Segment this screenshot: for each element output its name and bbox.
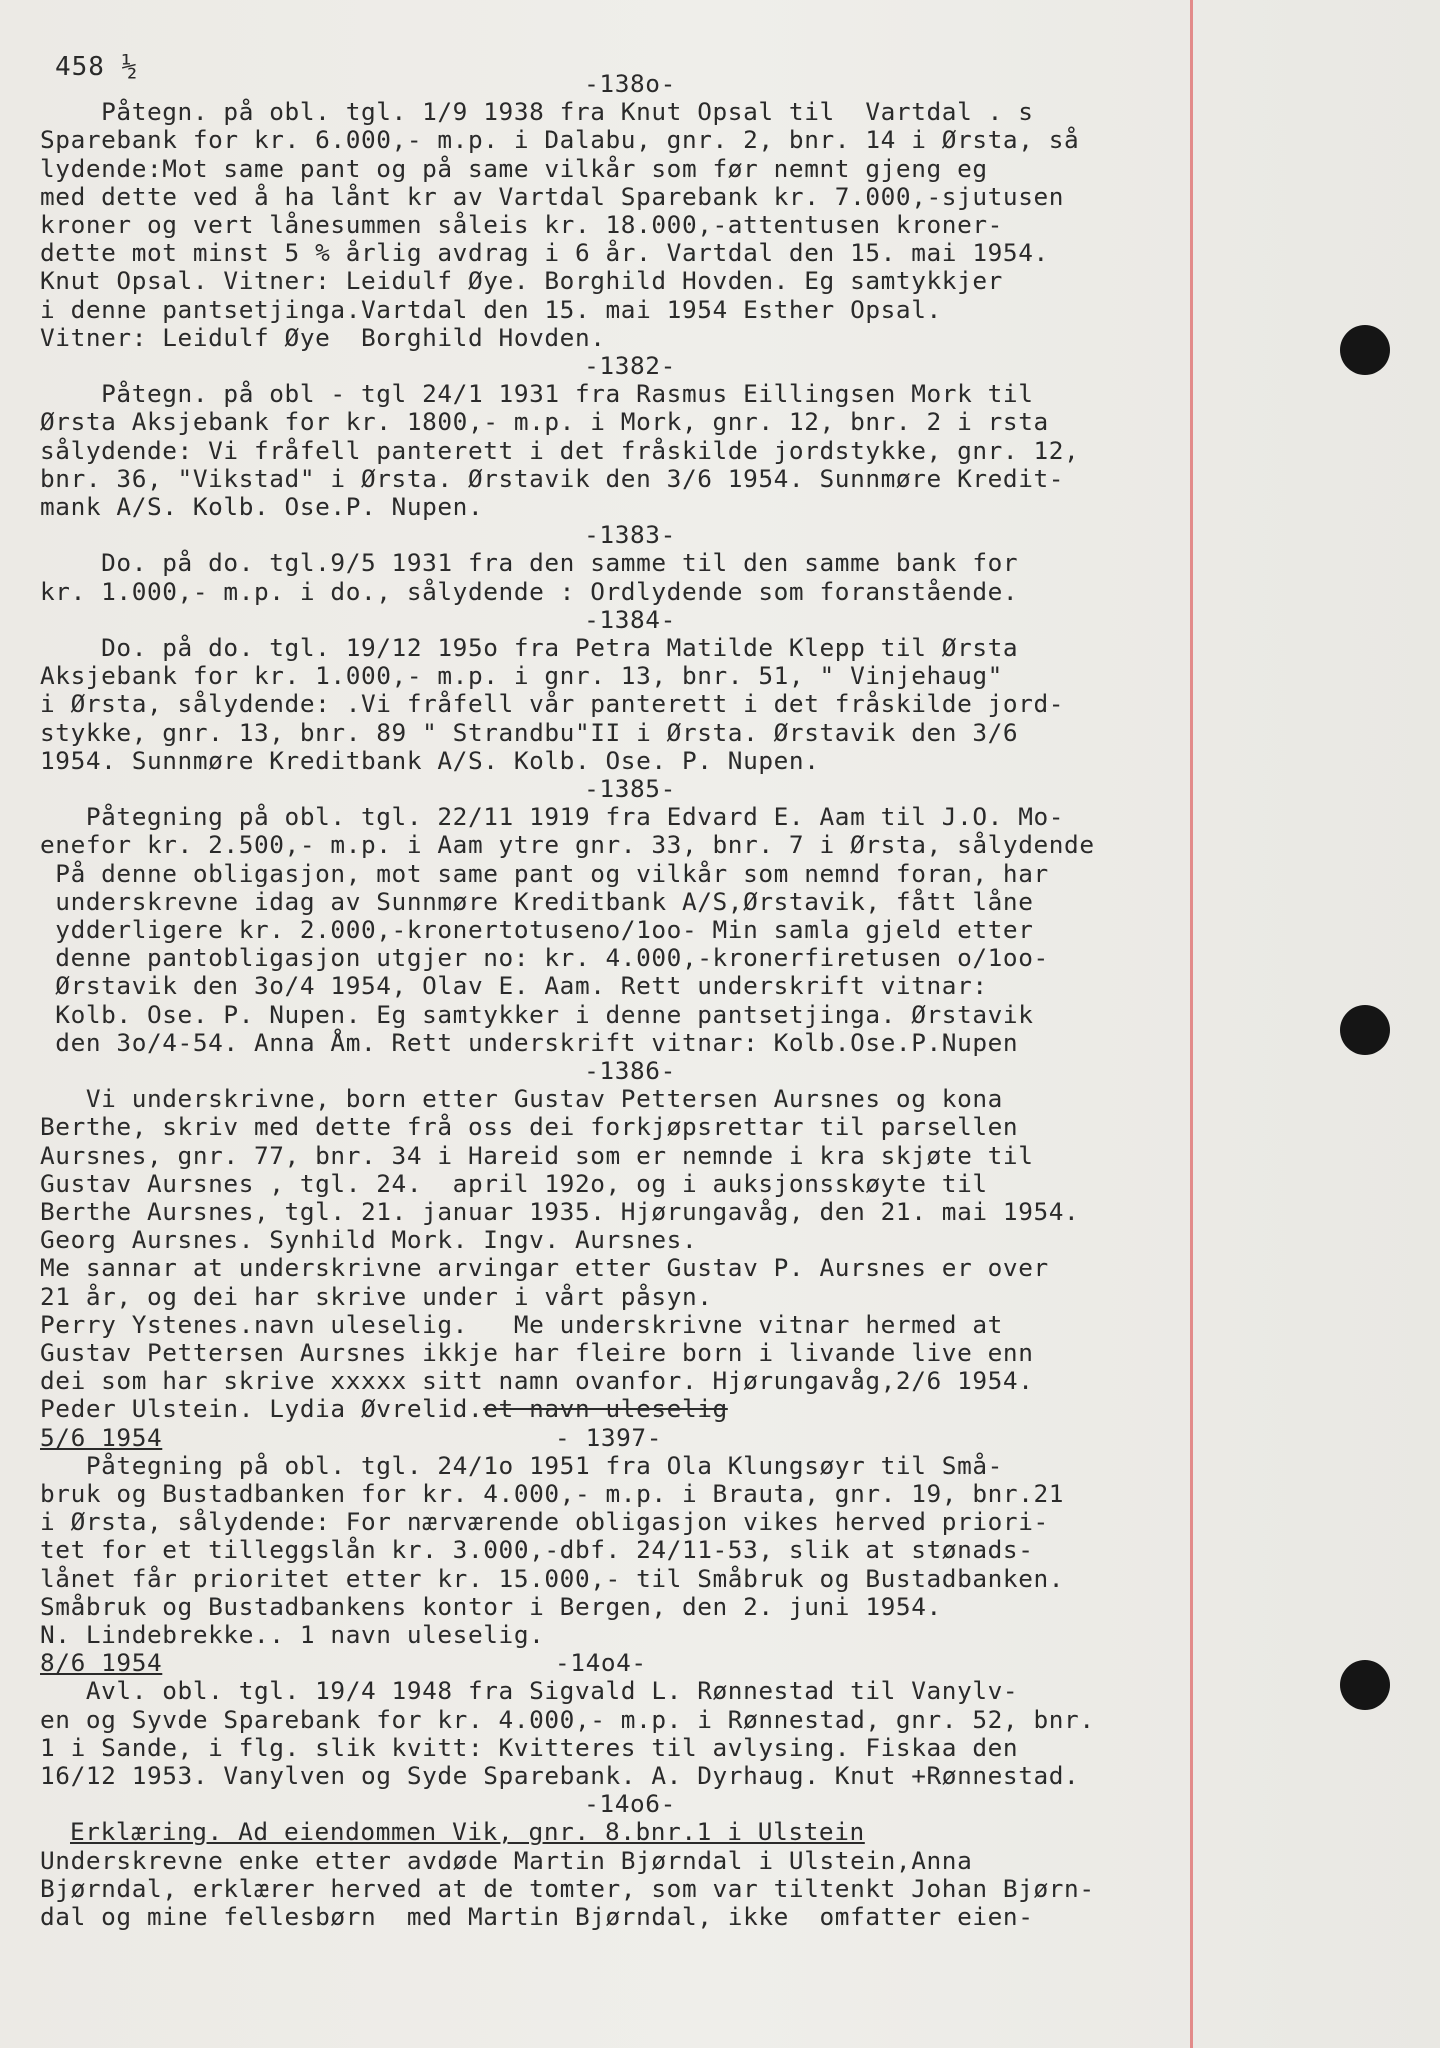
text-line: Do. på do. tgl. 19/12 195o fra Petra Matilde Klepp til Ørsta bbox=[40, 633, 1019, 662]
text-line: lånet får prioritet etter kr. 15.000,- til Småbruk og Bustadbanken. bbox=[40, 1563, 1065, 1593]
text-line: Aursnes, gnr. 77, bnr. 34 i Hareid som er nemnde i kra skjøte til bbox=[40, 1140, 1034, 1170]
text-line: dette mot minst 5 % årlig avdrag i 6 år. Vartdal den 15. mai 1954. bbox=[40, 238, 1049, 268]
text-line: På denne obligasjon, mot same pant og vilkår som nemnd foran, har bbox=[40, 858, 1049, 888]
text-line: denne pantobligasjon utgjer no: kr. 4.000,-kronerfiretusen o/1oo- bbox=[40, 943, 1049, 973]
text-line: Bjørndal, erklærer herved at de tomter, som var tiltenkt Johan Bjørn- bbox=[40, 1873, 1095, 1903]
text-line: Perry Ystenes.navn uleselig. Me underskrivne vitnar hermed at bbox=[40, 1309, 1003, 1339]
text-line: 1 i Sande, i flg. slik kvitt: Kvitteres til avlysing. Fiskaa den bbox=[40, 1732, 1019, 1762]
text-line: i denne pantsetjinga.Vartdal den 15. mai 1954 Esther Opsal. bbox=[40, 294, 942, 324]
entry-number: -14o6- bbox=[584, 1789, 676, 1819]
text-line bbox=[40, 1395, 728, 1423]
text-line: bnr. 36, "Vikstad" i Ørsta. Ørstavik den 3/6 1954. Sunnmøre Kredit- bbox=[40, 463, 1065, 493]
text-line: sålydende: Vi fråfell panterett i det fråskilde jordstykke, gnr. 12, bbox=[40, 435, 1080, 465]
entry-number: -14o4- bbox=[555, 1648, 647, 1678]
text-line: Ørsta Aksjebank for kr. 1800,- m.p. i Mork, gnr. 12, bnr. 2 i rsta bbox=[40, 407, 1049, 437]
text-line: kroner og vert lånesummen såleis kr. 18.000,-attentusen kroner- bbox=[40, 210, 1003, 239]
text-line: Påtegning på obl. tgl. 24/1o 1951 fra Ola Klungsøyr til Små- bbox=[40, 1450, 1003, 1480]
text-line: kr. 1.000,- m.p. i do., sålydende : Ordlydende som foranstående. bbox=[40, 576, 1019, 606]
text-line: 16/12 1953. Vanylven og Syde Sparebank. A. Dyrhaug. Knut +Rønnestad. bbox=[40, 1761, 1080, 1790]
text-line: dei som har skrive xxxxx sitt namn ovanfor. Hjørungavåg,2/6 1954. bbox=[40, 1366, 1034, 1396]
text-line: Knut Opsal. Vitner: Leidulf Øye. Borghild Hovden. Eg samtykkjer bbox=[40, 266, 1003, 296]
text-line: N. Lindebrekke.. 1 navn uleselig. bbox=[40, 1620, 545, 1649]
text-line: 21 år, og dei har skrive under i vårt påsyn. bbox=[40, 1281, 713, 1311]
entry-date-and-number bbox=[40, 1422, 662, 1452]
text-line: Do. på do. tgl.9/5 1931 fra den samme til den samme bank for bbox=[40, 548, 1019, 578]
text-line: Aksjebank for kr. 1.000,- m.p. i gnr. 13, bnr. 51, " Vinjehaug" bbox=[40, 661, 1003, 691]
entry-number: -1386- bbox=[584, 1056, 676, 1085]
entry-number: -1384- bbox=[584, 604, 676, 634]
entry-date: 8/6 1954 bbox=[40, 1648, 163, 1678]
punch-hole-bottom bbox=[1340, 1660, 1390, 1710]
text-line: Me sannar at underskrivne arvingar etter Gustav P. Aursnes er over bbox=[40, 1253, 1049, 1283]
text-line: 1954. Sunnmøre Kreditbank A/S. Kolb. Ose. P. Nupen. bbox=[40, 745, 820, 775]
text-line: en og Syvde Sparebank for kr. 4.000,- m.p. i Rønnestad, gnr. 52, bnr. bbox=[40, 1704, 1095, 1734]
text-line: Påtegn. på obl - tgl 24/1 1931 fra Rasmus Eillingsen Mork til bbox=[40, 379, 1034, 409]
punch-hole-top bbox=[1340, 325, 1390, 375]
text-line: Småbruk og Bustadbankens kontor i Bergen, den 2. juni 1954. bbox=[40, 1591, 942, 1621]
text-line: Georg Aursnes. Synhild Mork. Ingv. Aursnes. bbox=[40, 1225, 698, 1255]
text-line: stykke, gnr. 13, bnr. 89 " Strandbu"II i Ørsta. Ørstavik den 3/6 bbox=[40, 717, 1019, 747]
text-line: Vi underskrivne, born etter Gustav Pettersen Aursnes og kona bbox=[40, 1084, 1003, 1114]
text-line: Gustav Pettersen Aursnes ikkje har fleire born i livande live enn bbox=[40, 1338, 1034, 1367]
red-margin-line bbox=[1190, 0, 1193, 2048]
entry-date-and-number bbox=[40, 1648, 647, 1678]
text-line: Sparebank for kr. 6.000,- m.p. i Dalabu, gnr. 2, bnr. 14 i Ørsta, så bbox=[40, 125, 1080, 155]
declaration-heading: Erklæring. Ad eiendommen Vik, gnr. 8.bnr.1 i Ulstein bbox=[70, 1817, 865, 1847]
page-number: 458 ½ bbox=[55, 52, 139, 82]
entry-number: -1382- bbox=[584, 351, 676, 380]
text-line: Gustav Aursnes , tgl. 24. april 192o, og i auksjonsskøyte til bbox=[40, 1168, 988, 1198]
text-line: dal og mine fellesbørn med Martin Bjørndal, ikke omfatter eien- bbox=[40, 1902, 1034, 1931]
text-line: underskrevne idag av Sunnmøre Kreditbank A/S,Ørstavik, fått låne bbox=[40, 886, 1034, 916]
text-line: med dette ved å ha lånt kr av Vartdal Sparebank kr. 7.000,-sjutusen bbox=[40, 181, 1065, 211]
text-line: Påtegning på obl. tgl. 22/11 1919 fra Edvard E. Aam til J.O. Mo- bbox=[40, 802, 1065, 832]
text-line: tet for et tilleggslån kr. 3.000,-dbf. 24/11-53, slik at stønads- bbox=[40, 1535, 1034, 1565]
entry-date: 5/6 1954 bbox=[40, 1422, 163, 1452]
text-line: Vitner: Leidulf Øye Borghild Hovden. bbox=[40, 322, 606, 352]
text-line: ydderligere kr. 2.000,-kronertotuseno/1oo- Min samla gjeld etter bbox=[40, 915, 1034, 944]
text-line: Berthe Aursnes, tgl. 21. januar 1935. Hjørungavåg, den 21. mai 1954. bbox=[40, 1197, 1080, 1226]
text-line: den 3o/4-54. Anna Åm. Rett underskrift vitnar: Kolb.Ose.P.Nupen bbox=[40, 1027, 1019, 1057]
text-line: i Ørsta, sålydende: .Vi fråfell vår panterett i det fråskilde jord- bbox=[40, 689, 1065, 719]
entry-number: -1383- bbox=[584, 520, 676, 550]
entry-number: -138o- bbox=[584, 69, 676, 98]
text-line: Berthe, skriv med dette frå oss dei forkjøpsrettar til parsellen bbox=[40, 1112, 1019, 1142]
text-line: i Ørsta, sålydende: For nærværende obligasjon vikes herved priori- bbox=[40, 1507, 1049, 1537]
text-line: Kolb. Ose. P. Nupen. Eg samtykker i denne pantsetjinga. Ørstavik bbox=[40, 999, 1034, 1029]
signatures: Peder Ulstein. Lydia Øvrelid. bbox=[40, 1394, 484, 1424]
text-line: Påtegn. på obl. tgl. 1/9 1938 fra Knut Opsal til Vartdal . s bbox=[40, 97, 1034, 127]
text-line: mank A/S. Kolb. Ose.P. Nupen. bbox=[40, 492, 484, 521]
entry-number: - 1397- bbox=[555, 1422, 662, 1452]
text-line: Ørstavik den 3o/4 1954, Olav E. Aam. Rett underskrift vitnar: bbox=[40, 971, 988, 1001]
text-line: Avl. obl. tgl. 19/4 1948 fra Sigvald L. Rønnestad til Vanylv- bbox=[40, 1676, 1019, 1706]
text-line: bruk og Bustadbanken for kr. 4.000,- m.p. i Brauta, gnr. 19, bnr.21 bbox=[40, 1479, 1065, 1508]
text-line: lydende:Mot same pant og på same vilkår som før nemnt gjeng eg bbox=[40, 153, 988, 183]
entry-number: -1385- bbox=[584, 774, 676, 803]
punch-hole-middle bbox=[1340, 1005, 1390, 1055]
struck-text: et navn uleselig bbox=[483, 1394, 728, 1424]
text-line: Underskrevne enke etter avdøde Martin Bjørndal i Ulstein,Anna bbox=[40, 1845, 973, 1875]
text-line: enefor kr. 2.500,- m.p. i Aam ytre gnr. 33, bnr. 7 i Ørsta, sålydende bbox=[40, 830, 1095, 860]
